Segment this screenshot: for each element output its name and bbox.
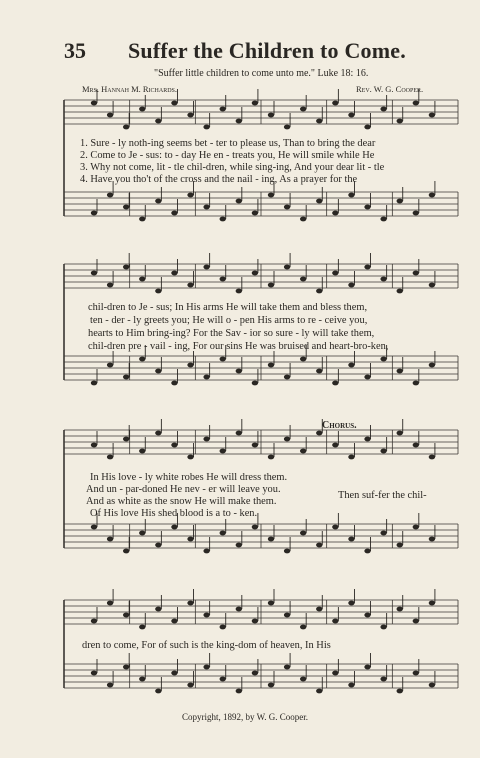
note-head [380,357,386,362]
note-head [187,283,193,288]
note-head [268,683,274,688]
music-credit: Rev. W. G. Cooper. [356,84,424,94]
note-head [91,443,97,448]
note-head [236,607,242,612]
note-head [123,549,129,554]
note-head [155,289,161,294]
note-head [107,455,113,460]
verse-4-line-1: 4. Have you tho't of the cross and the nail - ing, As a prayer for the [80,174,358,185]
note-head [139,677,145,682]
note-head [220,217,226,222]
note-head [268,283,274,288]
note-head [203,125,209,130]
note-head [203,437,209,442]
note-head [413,671,419,676]
note-head [171,443,177,448]
note-head [107,537,113,542]
note-head [91,211,97,216]
note-head [252,619,258,624]
note-head [397,289,403,294]
note-head [91,381,97,386]
note-head [187,601,193,606]
note-head [236,369,242,374]
note-head [397,431,403,436]
note-head [316,369,322,374]
copyright-notice: Copyright, 1892, by W. G. Cooper. [182,712,309,722]
note-head [364,375,370,380]
note-head [187,193,193,198]
note-head [397,119,403,124]
note-head [139,107,145,112]
note-head [348,363,354,368]
note-head [203,613,209,618]
note-head [236,543,242,548]
note-head [413,525,419,530]
note-head [316,689,322,694]
note-head [429,193,435,198]
note-head [284,437,290,442]
note-head [380,625,386,630]
note-head [380,277,386,282]
note-head [107,601,113,606]
note-head [413,619,419,624]
note-head [316,431,322,436]
verse-3-line-3: And as white as the snow He will make them. [86,496,277,507]
note-head [252,211,258,216]
note-head [429,537,435,542]
note-head [413,101,419,106]
note-head [139,277,145,282]
note-head [123,613,129,618]
note-head [107,283,113,288]
note-head [171,271,177,276]
note-head [107,683,113,688]
note-head [155,689,161,694]
note-head [380,107,386,112]
note-head [236,689,242,694]
note-head [268,537,274,542]
note-head [203,375,209,380]
note-head [268,193,274,198]
note-head [91,619,97,624]
note-head [171,671,177,676]
note-head [348,683,354,688]
note-head [139,531,145,536]
note-head [220,677,226,682]
note-head [123,437,129,442]
note-head [348,193,354,198]
note-head [316,199,322,204]
note-head [300,277,306,282]
note-head [332,211,338,216]
note-head [203,549,209,554]
verse-1-line-3: In His love - ly white robes He will dress them. [90,472,288,483]
note-head [171,381,177,386]
note-head [139,217,145,222]
note-head [171,101,177,106]
note-head [429,455,435,460]
note-head [348,455,354,460]
note-head [252,671,258,676]
note-head [171,525,177,530]
note-head [252,101,258,106]
note-head [348,537,354,542]
note-head [203,205,209,210]
verse-4-line-2: chil-dren pre - vail - ing, For our sins He was bruised and heart-bro-ken, [88,341,389,352]
note-head [236,431,242,436]
note-head [284,665,290,670]
note-head [91,671,97,676]
note-head [332,101,338,106]
note-head [107,363,113,368]
note-head [413,381,419,386]
note-head [220,449,226,454]
note-head [139,357,145,362]
verse-1-line-2: chil-dren to Je - sus; In His arms He will take them and bless them, [88,302,368,313]
note-head [284,375,290,380]
note-head [123,665,129,670]
note-head [300,357,306,362]
note-head [380,677,386,682]
note-head [123,375,129,380]
note-head [220,357,226,362]
note-head [332,443,338,448]
note-head [300,625,306,630]
note-head [332,271,338,276]
verse-1-line-1: 1. Sure - ly noth-ing seems bet - ter to please us, Than to bring the dear [80,138,376,149]
refrain-text: Then suf-fer the chil- [338,490,427,501]
note-head [268,455,274,460]
note-head [187,683,193,688]
note-head [380,531,386,536]
note-head [332,619,338,624]
note-head [139,625,145,630]
note-head [155,431,161,436]
note-head [252,271,258,276]
note-head [187,455,193,460]
note-head [252,443,258,448]
note-head [413,271,419,276]
note-head [332,525,338,530]
note-head [171,211,177,216]
verse-2-line-1: 2. Come to Je - sus: to - day He en - treats you, He will smile while He [80,150,375,161]
verse-2-line-2: ten - der - ly greets you; He will o - pen His arms to re - ceive you, [90,315,368,326]
note-head [364,613,370,618]
note-head [364,437,370,442]
note-head [300,677,306,682]
note-head [429,601,435,606]
note-head [429,683,435,688]
note-head [284,205,290,210]
note-head [220,277,226,282]
note-head [220,625,226,630]
note-head [413,211,419,216]
note-head [380,217,386,222]
note-head [91,525,97,530]
note-head [429,363,435,368]
hymn-title: Suffer the Children to Come. [128,38,406,63]
note-head [268,601,274,606]
note-head [236,289,242,294]
note-head [364,265,370,270]
note-head [155,607,161,612]
note-head [316,289,322,294]
note-head [284,125,290,130]
note-head [284,265,290,270]
note-head [300,107,306,112]
note-head [203,665,209,670]
note-head [348,601,354,606]
note-head [413,443,419,448]
note-head [220,531,226,536]
verse-3-line-2: hearts to Him bring-ing? For the Sav - ior so sure - ly will take them, [88,328,375,339]
note-head [107,113,113,118]
note-head [364,549,370,554]
note-head [123,125,129,130]
note-head [397,607,403,612]
note-head [380,449,386,454]
note-head [364,665,370,670]
note-head [284,613,290,618]
note-head [348,283,354,288]
note-head [236,119,242,124]
note-head [268,113,274,118]
verse-3-line-1: 3. Why not come, lit - tle chil-dren, while sing-ing, And your dear lit - tle [80,162,385,173]
note-head [397,369,403,374]
note-head [364,205,370,210]
words-credit: Mrs. Hannah M. Richards. [82,84,178,94]
note-head [397,543,403,548]
note-head [252,381,258,386]
note-head [429,113,435,118]
note-head [107,193,113,198]
note-head [155,119,161,124]
note-head [316,543,322,548]
note-head [300,531,306,536]
note-head [300,449,306,454]
note-head [171,619,177,624]
note-head [155,543,161,548]
note-head [332,381,338,386]
verse-2-line-3: And un - par-doned He nev - er will leave you. [86,484,281,495]
note-head [268,363,274,368]
note-head [316,607,322,612]
note-head [332,671,338,676]
note-head [155,369,161,374]
verse-4-line-3: Of His love His shed blood is a to - ken. [90,508,258,519]
note-head [155,199,161,204]
note-head [187,113,193,118]
note-head [91,101,97,106]
note-head [252,525,258,530]
chorus-label: Chorus. [322,420,357,431]
note-head [123,265,129,270]
hymn-number: 35 [64,38,86,63]
note-head [220,107,226,112]
chorus-line: dren to come, For of such is the king-dom of heaven, In His [82,640,331,651]
note-head [187,537,193,542]
note-head [300,217,306,222]
note-head [236,199,242,204]
note-head [316,119,322,124]
note-head [203,265,209,270]
note-head [187,363,193,368]
note-head [397,689,403,694]
scripture-quote: "Suffer little children to come unto me." Luke 18: 16. [154,68,369,79]
note-head [429,283,435,288]
note-head [364,125,370,130]
note-head [123,205,129,210]
note-head [397,199,403,204]
note-head [284,549,290,554]
note-head [139,449,145,454]
note-head [91,271,97,276]
note-head [348,113,354,118]
